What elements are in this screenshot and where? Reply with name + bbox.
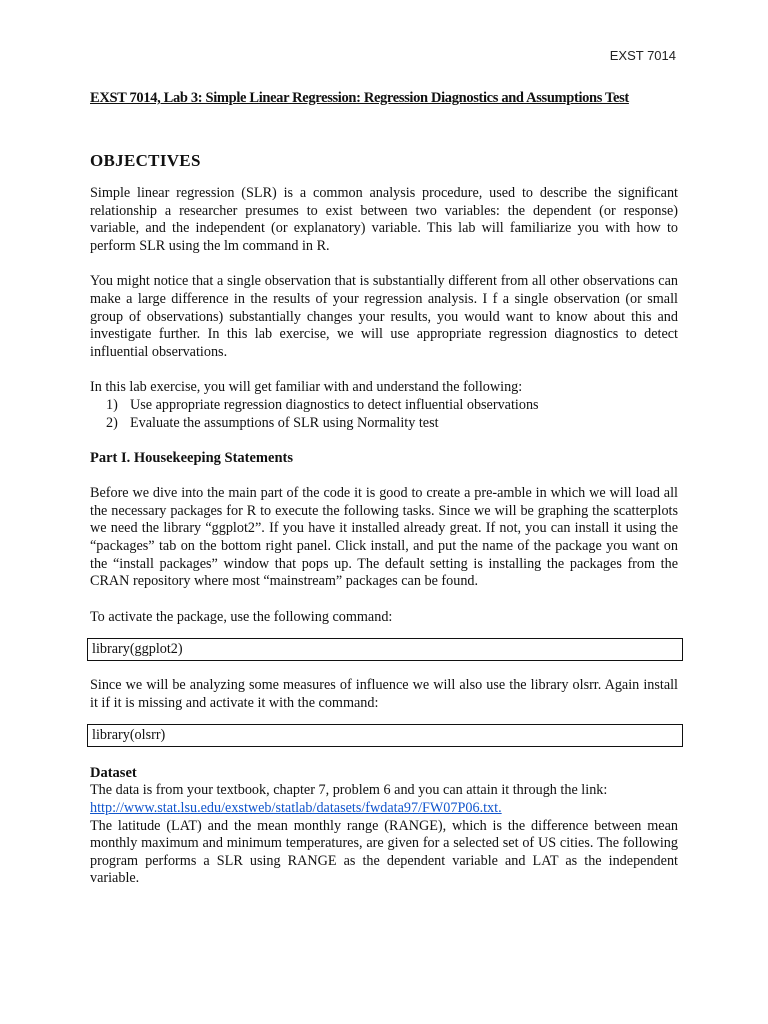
dataset-heading: Dataset [90,765,137,782]
list-item-number: 1) [106,396,118,413]
list-item-text: Use appropriate regression diagnostics to detect influential observations [130,396,539,413]
dataset-link[interactable]: http://www.stat.lsu.edu/exstweb/statlab/datasets/fwdata97/FW07P06.txt. [90,800,502,817]
part1-paragraph-3: Since we will be analyzing some measures of influence we will also use the library olsrr. Again install it if it is missing and activate it with the command: [90,677,678,711]
page-header-course-code: EXST 7014 [609,48,676,63]
part1-heading: Part I. Housekeeping Statements [90,450,293,467]
code-box-ggplot2: library(ggplot2) [87,638,683,661]
list-item-number: 2) [106,414,118,431]
objectives-paragraph-2: You might notice that a single observation that is substantially different from all other observations can make a large difference in the results of your regression analysis. I f a single observation (or small group of observations) substantially changes your results, you would want to know about this and investigate further. In this lab exercise, we will use appropriate regression diagnostics to detect influential observations. [90,273,678,360]
code-box-olsrr: library(olsrr) [87,724,683,747]
document-body [90,90,678,888]
objectives-list [90,397,678,432]
objectives-list-item [106,396,678,415]
objectives-heading: OBJECTIVES [90,151,201,170]
part1-paragraph-1: Before we dive into the main part of the code it is good to create a pre-amble in which we will load all the necessary packages for R to execute the following tasks. Since we will be graphing the scatterplots we need the library “ggplot2”. If you have it installed already great. If not, you can install it using the “packages” tab on the bottom right panel. Click install, and put the name of the package you want on the “install packages” window that pops up. The default setting is installing the packages from the CRAN repository where most “mainstream” packages can be found. [90,485,678,590]
document-title: EXST 7014, Lab 3: Simple Linear Regression: Regression Diagnostics and Assumptions Test [90,90,629,106]
dataset-paragraph: The latitude (LAT) and the mean monthly range (RANGE), which is the difference between mean monthly maximum and minimum temperatures, are given for a selected set of US cities. The following program performs a SLR using RANGE as the dependent variable and LAT as the independent variable. [90,817,678,887]
objectives-paragraph-3: In this lab exercise, you will get familiar with and understand the following: [90,379,523,396]
objectives-paragraph-1: Simple linear regression (SLR) is a common analysis procedure, used to describe the significant relationship a researcher presumes to exist between two variables: the dependent (or response) variable, and the independent (or explanatory) variable. This lab will familiarize you with how to perform SLR using the lm command in R. [90,185,678,254]
dataset-line-1: The data is from your textbook, chapter 7, problem 6 and you can attain it through the link: [90,782,608,799]
objectives-list-item [106,414,678,433]
part1-paragraph-2: To activate the package, use the following command: [90,608,393,625]
list-item-text: Evaluate the assumptions of SLR using Normality test [130,414,439,431]
